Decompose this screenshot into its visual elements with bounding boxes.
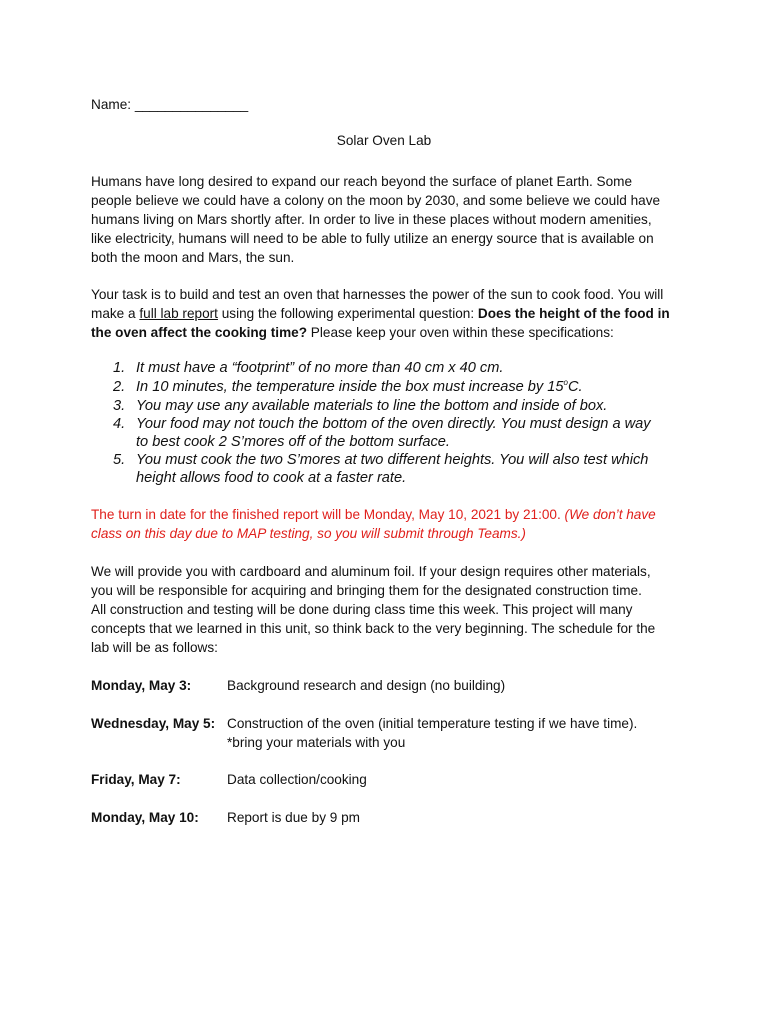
task-line: Your task is to build and test an oven that harnesses the power of the sun to cook food. You will xyxy=(91,287,664,302)
list-text-main: In 10 minutes, the temperature inside the box must increase by 15 xyxy=(136,379,564,395)
schedule-day: Wednesday, May 5: xyxy=(91,716,216,731)
list-text: Your food may not touch the bottom of the oven directly. You must design a way xyxy=(136,416,651,432)
materials-line: concepts that we learned in this unit, so think back to the very beginning. The schedule for the xyxy=(91,621,656,636)
deadline-line xyxy=(91,505,656,524)
schedule-desc: Report is due by 9 pm xyxy=(227,810,360,825)
schedule-desc: Data collection/cooking xyxy=(227,772,367,787)
task-text: using the following experimental question: xyxy=(217,306,478,321)
schedule-day: Friday, May 7: xyxy=(91,772,181,787)
intro-line: people believe we could have a colony on the moon by 2030, and some believe we could have xyxy=(91,193,661,208)
degree-superscript: o xyxy=(563,378,568,388)
list-text xyxy=(136,378,583,396)
page-title: Solar Oven Lab xyxy=(336,133,432,148)
schedule-day: Monday, May 3: xyxy=(91,678,192,693)
list-number: 5. xyxy=(113,452,126,468)
schedule-day: Monday, May 10: xyxy=(91,810,199,825)
schedule-desc: Background research and design (no building) xyxy=(227,678,506,693)
intro-line: like electricity, humans will need to be able to fully utilize an energy source that is available on xyxy=(91,231,654,246)
list-text: You may use any available materials to line the bottom and inside of box. xyxy=(136,398,608,414)
task-line xyxy=(91,323,614,342)
materials-line: you will be responsible for acquiring and bringing them for the designated construction time. xyxy=(91,583,642,598)
list-text: height allows food to cook at a faster rate. xyxy=(136,470,407,486)
intro-line: both the moon and Mars, the sun. xyxy=(91,250,295,265)
list-number: 1. xyxy=(113,360,126,376)
list-number: 2. xyxy=(113,379,126,395)
task-line xyxy=(91,304,670,323)
list-text: You must cook the two S’mores at two different heights. You will also test which xyxy=(136,452,649,468)
materials-line: lab will be as follows: xyxy=(91,640,218,655)
list-number: 3. xyxy=(113,398,126,414)
schedule-desc: Construction of the oven (initial temperature testing if we have time). xyxy=(227,716,638,731)
materials-line: We will provide you with cardboard and aluminum foil. If your design requires other materials, xyxy=(91,564,651,579)
materials-line: All construction and testing will be done during class time this week. This project will many xyxy=(91,602,633,617)
name-field-label: Name: _______________ xyxy=(91,97,249,112)
deadline-note: (We don’t have xyxy=(564,507,656,522)
intro-line: Humans have long desired to expand our reach beyond the surface of planet Earth. Some xyxy=(91,174,633,189)
intro-line: humans living on Mars shortly after. In order to live in these places without modern amenities, xyxy=(91,212,652,227)
list-number: 4. xyxy=(113,416,126,432)
list-text-unit: C. xyxy=(567,379,583,395)
deadline-text: The turn in date for the finished report will be Monday, May 10, 2021 by 21:00. xyxy=(91,507,565,522)
experimental-question: the oven affect the cooking time? xyxy=(91,325,308,340)
list-text: It must have a “footprint” of no more than 40 cm x 40 cm. xyxy=(136,360,504,376)
list-text: to best cook 2 S’mores off of the bottom surface. xyxy=(136,434,450,450)
task-text: make a xyxy=(91,306,140,321)
task-text: Please keep your oven within these specifications: xyxy=(307,325,614,340)
full-lab-report-link[interactable]: full lab report xyxy=(139,306,218,321)
experimental-question: Does the height of the food in xyxy=(477,306,670,321)
deadline-note: class on this day due to MAP testing, so you will submit through Teams.) xyxy=(91,526,526,541)
schedule-desc: *bring your materials with you xyxy=(227,735,406,750)
